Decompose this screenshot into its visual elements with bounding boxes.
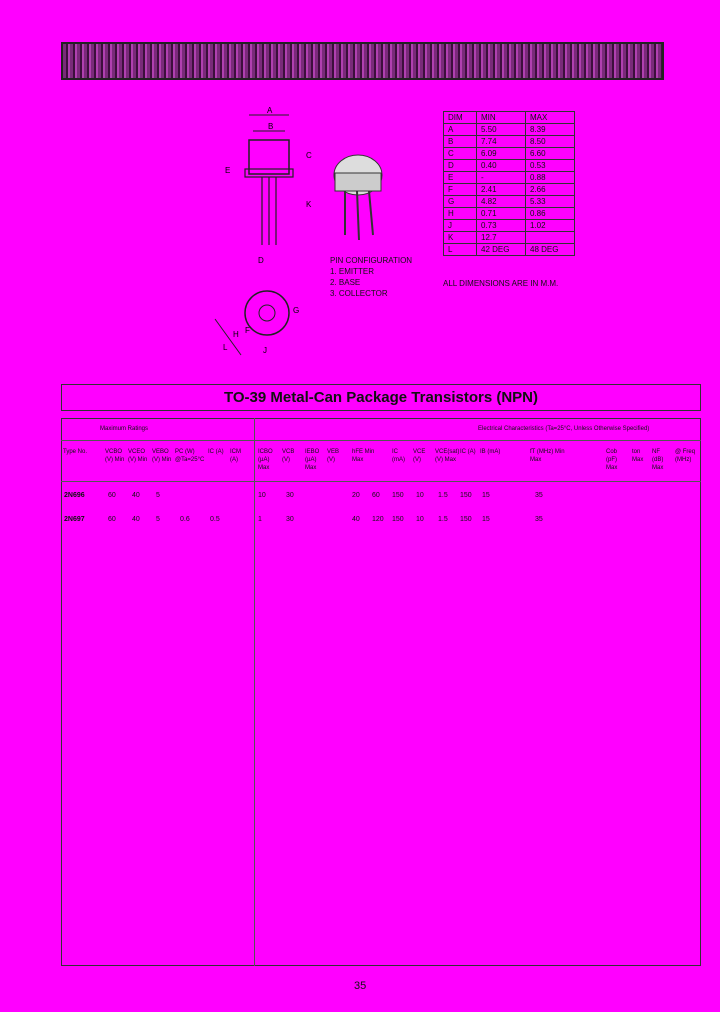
dim-label-c: C <box>306 151 312 160</box>
table-cell: 35 <box>535 492 543 499</box>
ic-header: IC (A) <box>208 449 224 455</box>
cob-header: Cob (pF) Max <box>606 449 618 471</box>
table-cell: 10 <box>416 492 424 499</box>
ic-sat-header: IC (A) <box>460 449 476 455</box>
dim-cell: 5.50 <box>477 124 526 136</box>
dim-cell: J <box>444 220 477 232</box>
iebo-header: IEBO (µA) Max <box>305 449 320 471</box>
dim-label-d: D <box>258 256 264 265</box>
dim-cell: C <box>444 148 477 160</box>
section-max-ratings: Maximum Ratings <box>100 426 149 432</box>
pin-config-item: 3. COLLECTOR <box>330 289 388 298</box>
ft-header: fT (MHz) Min Max <box>530 449 565 463</box>
type-header: Type No. <box>63 449 88 455</box>
dim-cell: A <box>444 124 477 136</box>
table-cell: 40 <box>352 516 360 523</box>
dim-cell: L <box>444 244 477 256</box>
dimension-note: ALL DIMENSIONS ARE IN M.M. <box>443 279 559 288</box>
dim-cell: 7.74 <box>477 136 526 148</box>
title-banner <box>61 42 664 80</box>
vcb-header: VCB (V) <box>282 449 295 463</box>
dim-label-l: L <box>223 343 228 352</box>
table-cell: 40 <box>132 516 140 523</box>
table-row-type: 2N697 <box>64 516 85 523</box>
vce-header: VCE (V) <box>413 449 426 463</box>
dim-cell: D <box>444 160 477 172</box>
table-cell: 150 <box>460 516 472 523</box>
pin-configuration <box>330 255 412 299</box>
table-cell: 0.5 <box>210 516 220 523</box>
dim-cell: 6.09 <box>477 148 526 160</box>
dim-cell: 0.73 <box>477 220 526 232</box>
hfe-header: hFE Min Max <box>352 449 375 463</box>
page-number: 35 <box>354 980 367 992</box>
table-title: TO-39 Metal-Can Package Transistors (NPN) <box>61 384 701 411</box>
dim-label-g: G <box>293 306 300 315</box>
table-cell: 1 <box>258 516 262 523</box>
section-electrical: Electrical Characteristics (Ta=25°C, Unless Otherwise Specified) <box>478 426 650 432</box>
ton-header: ton Max <box>632 449 644 463</box>
table-cell: 10 <box>416 516 424 523</box>
dim-cell: 0.53 <box>526 160 575 172</box>
table-cell: 60 <box>108 492 116 499</box>
dim-cell: 0.40 <box>477 160 526 172</box>
vcbo-header: VCBO (V) Min <box>105 449 125 463</box>
dim-cell: 2.66 <box>526 184 575 196</box>
vceo-header: VCEO (V) Min <box>128 449 148 463</box>
table-cell: 30 <box>286 516 294 523</box>
package-drawing <box>205 105 430 365</box>
dim-cell: 1.02 <box>526 220 575 232</box>
pin-config-title: PIN CONFIGURATION <box>330 256 413 265</box>
dim-label-b: B <box>268 122 274 131</box>
dim-label-j: J <box>263 346 267 355</box>
dim-cell: H <box>444 208 477 220</box>
table-cell: 5 <box>156 516 160 523</box>
pin-config-item: 2. BASE <box>330 278 361 287</box>
ib-header: IB (mA) <box>480 449 501 455</box>
veb-header: VEB (V) <box>327 449 340 463</box>
table-cell: 150 <box>392 516 404 523</box>
dim-cell: 42 DEG <box>477 244 526 256</box>
dim-header: DIM <box>444 112 477 124</box>
table-cell: 1.5 <box>438 492 448 499</box>
dim-label-e: E <box>225 166 231 175</box>
table-cell: 1.5 <box>438 516 448 523</box>
dim-label-h: H <box>233 330 239 339</box>
table-cell: 150 <box>392 492 404 499</box>
table-row-type: 2N696 <box>64 492 85 499</box>
transistor-photo <box>334 155 382 240</box>
table-cell: 20 <box>352 492 360 499</box>
dim-cell: G <box>444 196 477 208</box>
spec-table <box>61 418 701 966</box>
table-cell: 35 <box>535 516 543 523</box>
pc-header: PC (W) @Ta=25°C <box>175 449 205 463</box>
icbo-header: ICBO (µA) Max <box>258 449 273 471</box>
vebo-header: VEBO (V) Min <box>152 449 172 463</box>
dim-cell: 12.7 <box>477 232 526 244</box>
table-cell: 15 <box>482 492 490 499</box>
pin-config-item: 1. EMITTER <box>330 267 375 276</box>
dim-cell: F <box>444 184 477 196</box>
dimension-table <box>443 111 575 256</box>
dim-cell: 4.82 <box>477 196 526 208</box>
dim-cell: 8.50 <box>526 136 575 148</box>
dim-cell: 0.71 <box>477 208 526 220</box>
icm-header: ICM (A) <box>230 449 241 463</box>
table-cell: 0.6 <box>180 516 190 523</box>
table-cell: 60 <box>372 492 380 499</box>
table-cell: 15 <box>482 516 490 523</box>
dim-cell: K <box>444 232 477 244</box>
dim-cell: 6.60 <box>526 148 575 160</box>
table-cell: 5 <box>156 492 160 499</box>
dim-cell: 48 DEG <box>526 244 575 256</box>
dim-header: MAX <box>526 112 575 124</box>
table-cell: 150 <box>460 492 472 499</box>
dim-label-a: A <box>267 106 273 115</box>
dim-cell: 0.88 <box>526 172 575 184</box>
dim-cell: B <box>444 136 477 148</box>
dim-label-k: K <box>306 200 312 209</box>
ic-ma-header: IC (mA) <box>392 449 405 463</box>
dim-cell: 2.41 <box>477 184 526 196</box>
dim-label-f: F <box>245 326 250 335</box>
dim-cell: - <box>477 172 526 184</box>
nf-header: NF (dB) Max <box>652 449 664 471</box>
vcesat-header: VCE(sat) (V) Max <box>435 449 460 463</box>
table-cell: 10 <box>258 492 266 499</box>
table-cell: 40 <box>132 492 140 499</box>
dim-cell: 0.86 <box>526 208 575 220</box>
table-cell: 60 <box>108 516 116 523</box>
dim-header: MIN <box>477 112 526 124</box>
dim-cell: E <box>444 172 477 184</box>
dim-cell <box>526 232 575 244</box>
table-cell: 30 <box>286 492 294 499</box>
table-cell: 120 <box>372 516 384 523</box>
dim-cell: 5.33 <box>526 196 575 208</box>
freq-header: @ Freq (MHz) <box>675 449 696 463</box>
dim-cell: 8.39 <box>526 124 575 136</box>
